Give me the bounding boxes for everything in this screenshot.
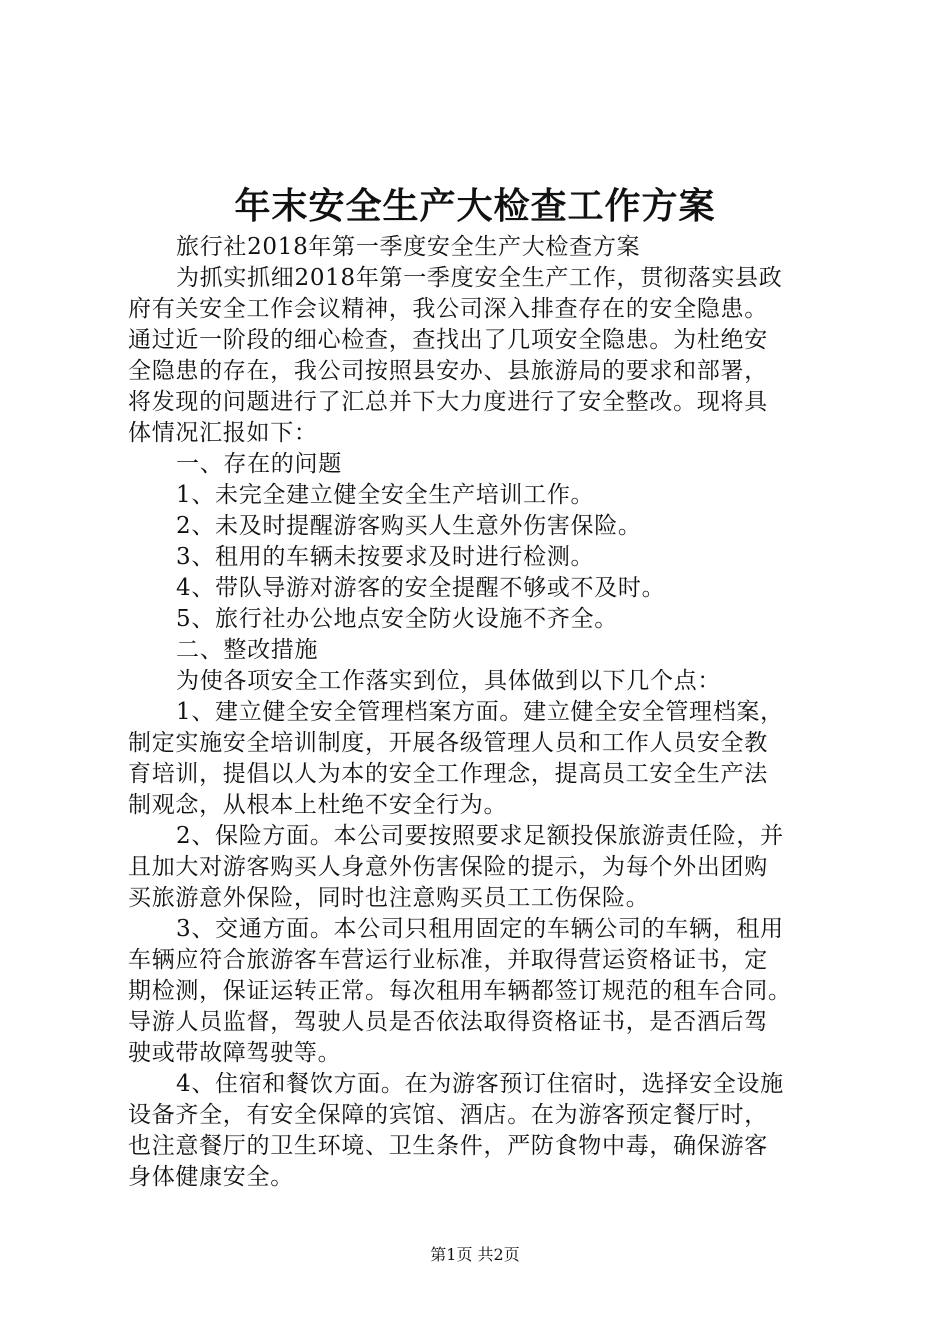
text-line: 通过近一阶段的细心检查，查找出了几项安全隐患。为杜绝安: [128, 327, 768, 353]
text-line: 驶或带故障驾驶等。: [128, 1040, 342, 1066]
text-line: 全隐患的存在，我公司按照县安办、县旅游局的要求和部署，: [128, 358, 768, 384]
text-line: 4、带队导游对游客的安全提醒不够或不及时。: [176, 575, 666, 601]
text-line: 1、建立健全安全管理档案方面。建立健全安全管理档案，: [176, 699, 784, 725]
text-line: 且加大对游客购买人身意外伤害保险的提示，为每个外出团购: [128, 854, 768, 880]
text-line: 2、未及时提醒游客购买人生意外伤害保险。: [176, 513, 642, 539]
text-line: 导游人员监督，驾驶人员是否依法取得资格证书，是否酒后驾: [128, 1009, 768, 1035]
text-line: 设备齐全，有安全保障的宾馆、酒店。在为游客预定餐厅时，: [128, 1102, 768, 1128]
document-body: [128, 232, 838, 1193]
text-line: 为抓实抓细2018年第一季度安全生产工作，贯彻落实县政: [176, 265, 783, 291]
page-footer: 第1页 共2页: [430, 1245, 520, 1264]
text-line: 制观念，从根本上杜绝不安全行为。: [128, 792, 508, 818]
text-line: 1、未完全建立健全安全生产培训工作。: [176, 482, 595, 508]
text-line: 3、交通方面。本公司只租用固定的车辆公司的车辆，租用: [176, 916, 784, 942]
text-line: 期检测，保证运转正常。每次租用车辆都签订规范的租车合同。: [128, 978, 792, 1004]
text-line: 体情况汇报如下：: [128, 420, 318, 446]
text-line: 二、整改措施: [176, 637, 319, 663]
text-line: 育培训，提倡以人为本的安全工作理念，提高员工安全生产法: [128, 761, 768, 787]
text-line: 2、保险方面。本公司要按照要求足额投保旅游责任险，并: [176, 823, 784, 849]
text-line: 府有关安全工作会议精神，我公司深入排查存在的安全隐患。: [128, 296, 768, 322]
text-line: 5、旅行社办公地点安全防火设施不齐全。: [176, 606, 618, 632]
text-line: 旅行社2018年第一季度安全生产大检查方案: [176, 234, 641, 260]
text-line: 制定实施安全培训制度，开展各级管理人员和工作人员安全教: [128, 730, 768, 756]
text-line: 也注意餐厅的卫生环境、卫生条件，严防食物中毒，确保游客: [128, 1133, 768, 1159]
text-line: 3、租用的车辆未按要求及时进行检测。: [176, 544, 595, 570]
document-title: 年末安全生产大检查工作方案: [234, 186, 716, 227]
text-line: 身体健康安全。: [128, 1164, 294, 1190]
text-line: 4、住宿和餐饮方面。在为游客预订住宿时，选择安全设施: [176, 1071, 784, 1097]
text-line: 一、存在的问题: [176, 451, 342, 477]
text-line: 买旅游意外保险，同时也注意购买员工工伤保险。: [128, 885, 650, 911]
text-line: 将发现的问题进行了汇总并下大力度进行了安全整改。现将具: [128, 389, 768, 415]
text-line: 车辆应符合旅游客车营运行业标准，并取得营运资格证书，定: [128, 947, 768, 973]
text-line: 为使各项安全工作落实到位，具体做到以下几个点：: [176, 668, 722, 694]
